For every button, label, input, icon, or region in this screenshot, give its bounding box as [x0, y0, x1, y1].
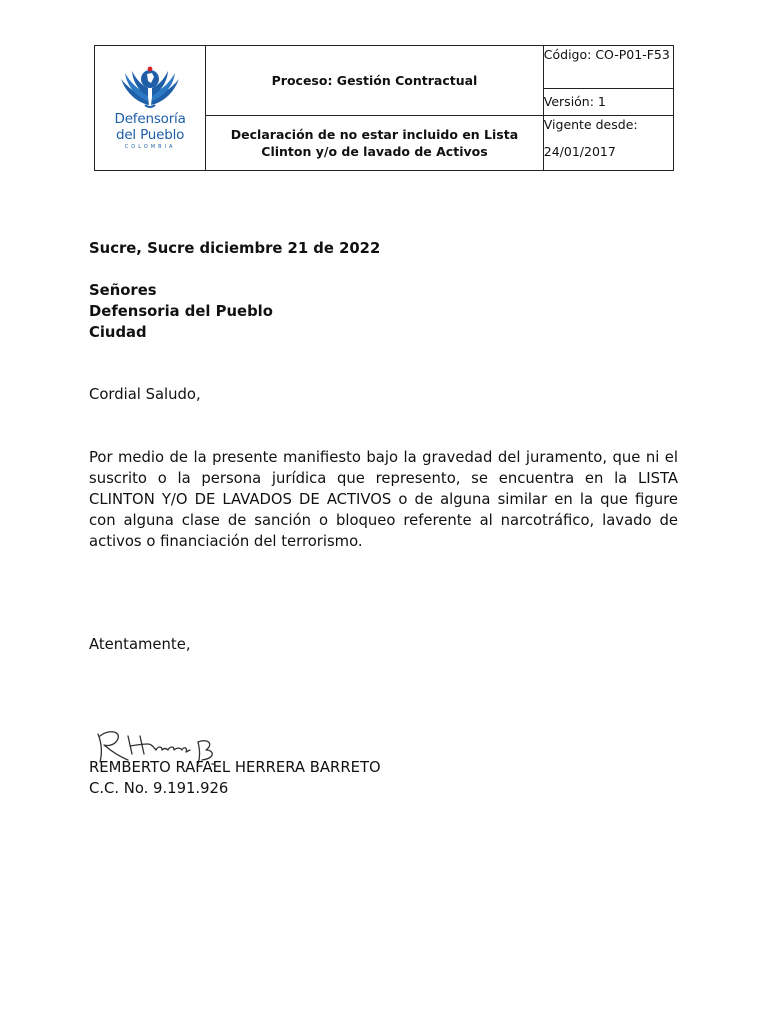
- logo-text-line1: Defensoría: [114, 110, 186, 127]
- version-cell: [543, 88, 673, 115]
- document-title-cell: [206, 116, 544, 171]
- process-cell: [206, 46, 544, 116]
- defensoria-logo: [115, 65, 186, 150]
- logo-cell: [95, 46, 206, 171]
- logo-text-country: COLOMBIA: [124, 143, 176, 150]
- recipient-line-3: Ciudad: [89, 324, 147, 341]
- recipient-line-2: Defensoria del Pueblo: [89, 303, 273, 320]
- process-title: Proceso: Gestión Contractual: [271, 73, 478, 89]
- document-version: Versión: 1: [543, 94, 606, 110]
- signatory-name: REMBERTO RAFAEL HERRERA BARRETO: [89, 759, 381, 776]
- document-title: Declaración de no estar incluido en Lista Clinton y/o de lavado de Activos: [230, 127, 519, 160]
- valid-from-label: Vigente desde:: [543, 117, 638, 133]
- defensoria-dove-logo-icon: [115, 65, 185, 111]
- valid-from-date: 24/01/2017: [543, 144, 616, 160]
- recipient-line-1: Señores: [89, 282, 157, 299]
- letter-body: Por medio de la presente manifiesto bajo la gravedad del juramento, que ni el suscrito o la persona jurídica que represento, se encuentra en la LISTA CLINTON Y/O DE LAVADOS DE ACTIVOS o de alguna similar en la que figure con alguna clase de sanción o bloqueo referente al narcotráfico, lavado de activos o financiación del terrorismo.: [89, 449, 678, 550]
- code-cell: [543, 46, 673, 89]
- place-date: Sucre, Sucre diciembre 21 de 2022: [89, 240, 381, 257]
- logo-text-line2: del Pueblo: [115, 126, 185, 143]
- document-code: Código: CO-P01-F53: [543, 47, 670, 62]
- greeting: Cordial Saludo,: [89, 386, 201, 403]
- signatory-id: C.C. No. 9.191.926: [89, 780, 229, 797]
- document-header-table: [94, 45, 674, 171]
- valid-from-cell: [543, 116, 673, 171]
- closing: Atentamente,: [89, 636, 191, 653]
